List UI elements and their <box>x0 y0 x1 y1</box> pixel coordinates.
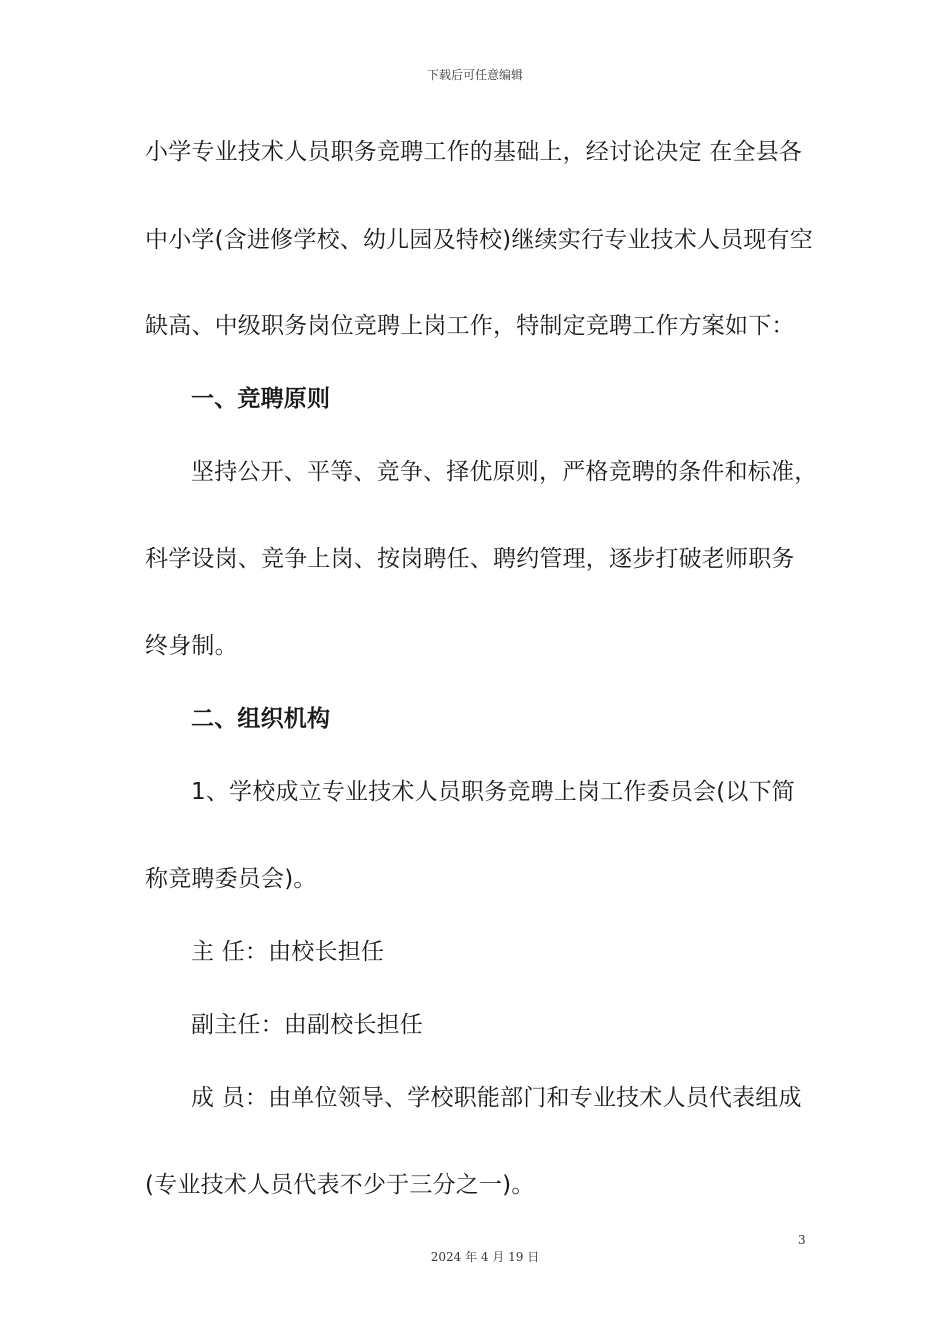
paragraph-line: 1、学校成立专业技术人员职务竞聘上岗工作委员会(以下简 <box>191 779 796 805</box>
committee-director-line: 主 任：由校长担任 <box>191 939 385 965</box>
committee-deputy-line: 副主任：由副校长担任 <box>191 1012 423 1038</box>
header-note: 下载后可任意编辑 <box>426 68 523 82</box>
paragraph-line: (专业技术人员代表不少于三分之一)。 <box>145 1172 535 1198</box>
paragraph-line: 终身制。 <box>145 633 238 659</box>
paragraph-line: 科学设岗、竞争上岗、按岗聘任、聘约管理，逐步打破老师职务 <box>145 546 795 572</box>
footer-date: 2024 年 4 月 19 日 <box>430 1250 540 1264</box>
paragraph-line: 中小学(含进修学校、幼儿园及特校)继续实行专业技术人员现有空 <box>145 227 813 253</box>
paragraph-line: 缺高、中级职务岗位竞聘上岗工作，特制定竞聘工作方案如下： <box>145 313 795 339</box>
committee-members-line: 成 员：由单位领导、学校职能部门和专业技术人员代表组成 <box>191 1085 802 1111</box>
paragraph-line: 称竞聘委员会)。 <box>145 866 317 892</box>
page-number: 3 <box>798 1233 806 1247</box>
section-heading-organization: 二、组织机构 <box>191 706 331 732</box>
paragraph-line: 小学专业技术人员职务竞聘工作的基础上，经讨论决定 在全县各 <box>145 139 803 165</box>
paragraph-line: 坚持公开、平等、竞争、择优原则，严格竞聘的条件和标准， <box>191 459 818 485</box>
section-heading-principles: 一、竞聘原则 <box>191 386 331 412</box>
